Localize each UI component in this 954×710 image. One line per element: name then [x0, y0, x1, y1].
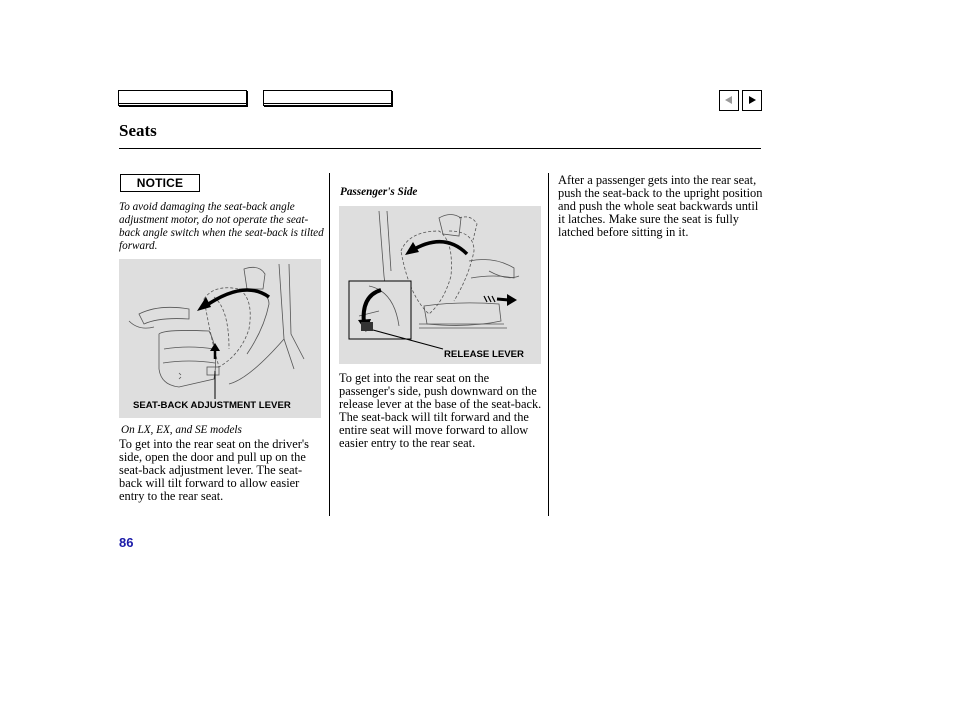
notice-badge: NOTICE	[120, 174, 200, 192]
arrow-left-icon	[725, 96, 732, 104]
release-lever-label: RELEASE LEVER	[444, 349, 524, 360]
next-page-button[interactable]	[742, 90, 762, 111]
page-title: Seats	[119, 121, 157, 140]
seat-back-lever-figure	[119, 259, 321, 418]
page-number[interactable]: 86	[119, 535, 134, 550]
passenger-side-heading: Passenger's Side	[340, 186, 418, 198]
driver-seat-illustration	[119, 259, 321, 418]
arrow-right-icon	[749, 96, 756, 104]
notice-text: To avoid damaging the seat-back angle adjustment motor, do not operate the seat-back angle switch when the seat-back is tilted forward.	[119, 201, 324, 252]
toc-nav-button[interactable]	[118, 90, 247, 106]
driver-side-paragraph: To get into the rear seat on the driver's side, open the door and pull up on the seat-back adjustment lever. The seat-back will tilt forward to allow easier entry to the rear seat.	[119, 437, 309, 503]
models-note: On LX, EX, and SE models	[121, 424, 242, 436]
column-divider-1	[329, 173, 330, 516]
seat-back-lever-label: SEAT-BACK ADJUSTMENT LEVER	[133, 400, 291, 411]
column-divider-2	[548, 173, 549, 516]
title-rule	[119, 148, 761, 149]
passenger-seat-illustration	[339, 206, 541, 364]
latch-instruction-paragraph: After a passenger gets into the rear seat, push the seat-back to the upright position and push the whole seat backwards until it latches. Make sure the seat is fully latched before sitting in it.	[558, 173, 763, 239]
passenger-side-paragraph: To get into the rear seat on the passenger's side, push downward on the release lever at the base of the seat-back. The seat-back will tilt forward and the entire seat will move forward to allow easier entry to the rear seat.	[339, 371, 542, 450]
release-lever-figure	[339, 206, 541, 364]
prev-page-button[interactable]	[719, 90, 739, 111]
index-nav-button[interactable]	[263, 90, 392, 106]
